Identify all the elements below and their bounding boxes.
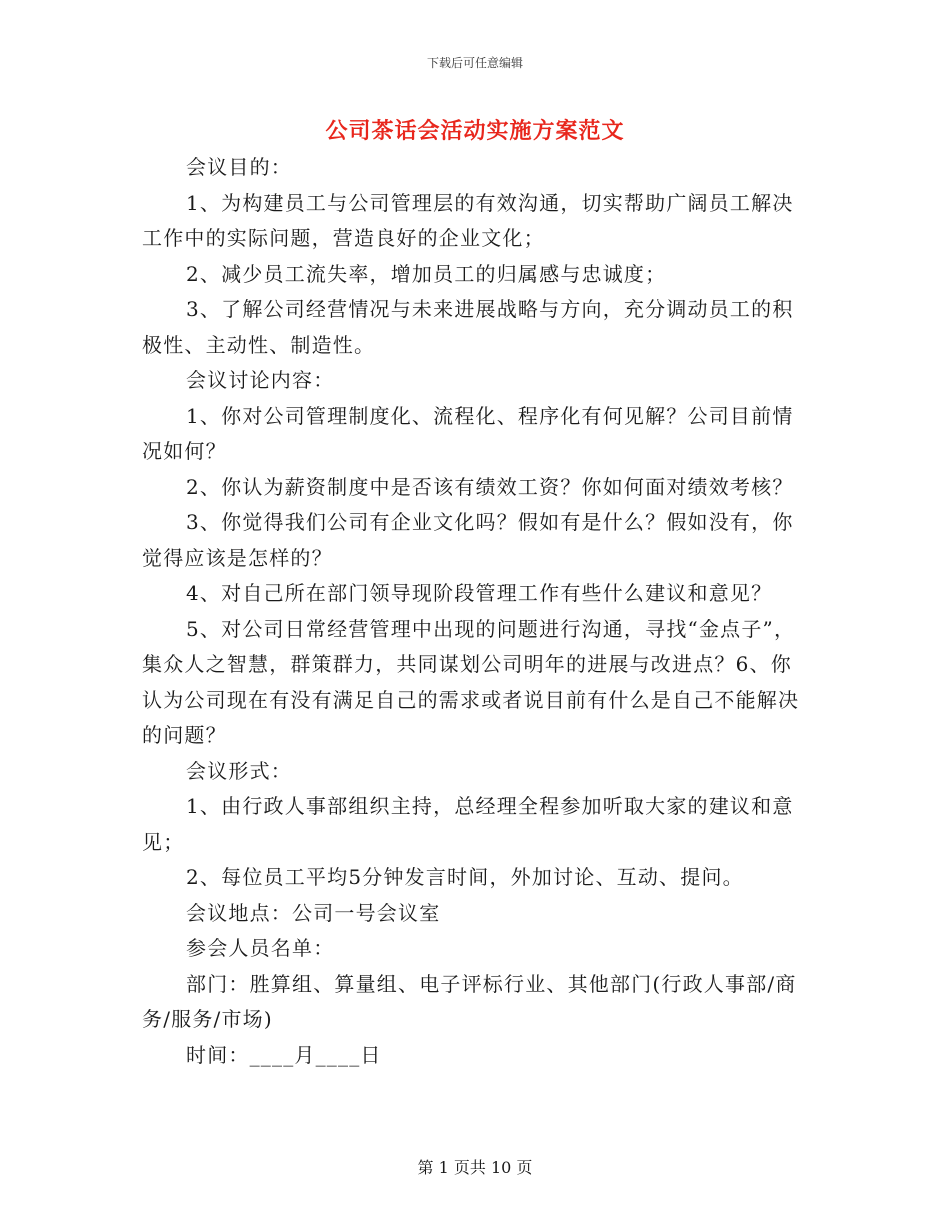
paragraph-discussion-4: 4、对自己所在部门领导现阶段管理工作有些什么建议和意见？ xyxy=(186,581,773,605)
paragraph-format-heading: 会议形式： xyxy=(186,758,292,783)
paragraph-location: 会议地点：公司一号会议室 xyxy=(186,900,441,925)
paragraph-attendees-heading: 参会人员名单： xyxy=(186,936,335,960)
paragraph-meeting-purpose-heading: 会议目的： xyxy=(186,155,292,179)
paragraph-discussion-1: 1、你对公司管理制度化、流程化、程序化有何见解？公司目前情况如何？ xyxy=(142,403,794,463)
paragraph-departments: 部门：胜算组、算量组、电子评标行业、其他部门(行政人事部/商务/服务/市场) xyxy=(142,971,797,1031)
document-title: 公司茶话会活动实施方案范文 xyxy=(325,118,625,144)
paragraph-purpose-3: 3、了解公司经营情况与未来进展战略与方向，充分调动员工的积极性、主动性、制造性。 xyxy=(142,297,794,357)
paragraph-discussion-5: 5、对公司日常经营管理中出现的问题进行沟通，寻找“金点子”，集众人之智慧，群策群力，共同谋划公司明年的进展与改进点？6、你认为公司现在有没有满足自己的需求或者说目前有什么是自己不能解决的问题？ xyxy=(142,616,800,747)
paragraph-discussion-2: 2、你认为薪资制度中是否该有绩效工资？你如何面对绩效考核？ xyxy=(186,474,794,499)
paragraph-purpose-2: 2、减少员工流失率，增加员工的归属感与忠诚度； xyxy=(186,261,667,286)
paragraph-purpose-1: 1、为构建员工与公司管理层的有效沟通，切实帮助广阔员工解决工作中的实际问题，营造良好的企业文化； xyxy=(142,190,794,250)
paragraph-format-1: 1、由行政人事部组织主持，总经理全程参加听取大家的建议和意见； xyxy=(142,794,794,854)
paragraph-time: 时间：____月____日 xyxy=(186,1042,382,1067)
paragraph-discussion-3: 3、你觉得我们公司有企业文化吗？假如有是什么？假如没有，你觉得应该是怎样的？ xyxy=(142,510,794,570)
paragraph-discussion-heading: 会议讨论内容： xyxy=(186,368,335,392)
paragraph-format-2: 2、每位员工平均5分钟发言时间，外加讨论、互动、提问。 xyxy=(186,865,744,889)
document-body xyxy=(142,150,812,1073)
page-header-note: 下载后可任意编辑 xyxy=(426,56,523,70)
page-footer-number: 第 1 页共 10 页 xyxy=(417,1158,533,1177)
